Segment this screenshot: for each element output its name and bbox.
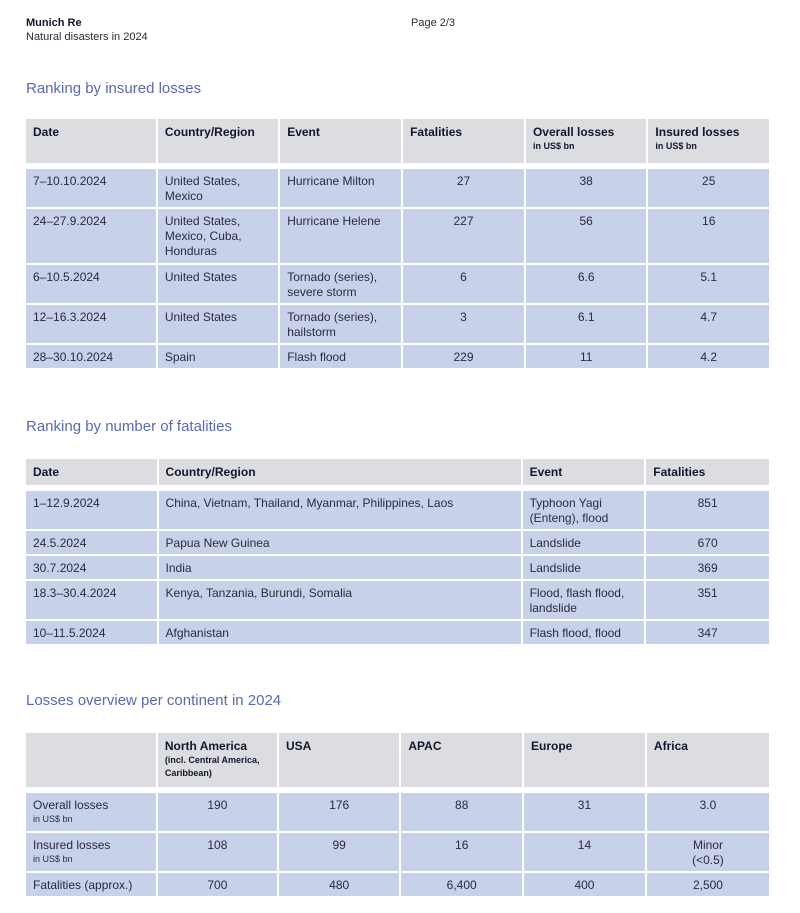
cell-event: Typhoon Yagi (Enteng), flood — [523, 491, 645, 529]
cell-date: 24.5.2024 — [26, 531, 157, 554]
document-subtitle: Natural disasters in 2024 — [26, 31, 148, 43]
cell-date: 30.7.2024 — [26, 556, 157, 579]
cell-insured-losses: 25 — [648, 169, 769, 207]
cell-date: 7–10.10.2024 — [26, 169, 156, 207]
column-header-overall-losses — [526, 119, 646, 163]
cell-insured-losses: 4.2 — [648, 345, 769, 368]
table-row — [26, 169, 769, 207]
cell-event: Hurricane Milton — [280, 169, 401, 207]
table-row — [26, 531, 769, 554]
cell-usa: 176 — [279, 793, 399, 831]
cell-country: United States, Mexico, Cuba, Honduras — [158, 209, 278, 263]
row-unit: in US$ bn — [33, 814, 73, 824]
table-row — [26, 833, 769, 871]
spacer-row — [26, 165, 769, 167]
cell-date: 10–11.5.2024 — [26, 621, 157, 644]
cell-europe: 31 — [524, 793, 645, 831]
cell-apac: 16 — [401, 833, 522, 871]
column-header-country: Country/Region — [159, 459, 521, 485]
column-header-fatalities: Fatalities — [646, 459, 769, 485]
column-header-event: Event — [523, 459, 645, 485]
cell-country: Kenya, Tanzania, Burundi, Somalia — [159, 581, 521, 619]
cell-country: Papua New Guinea — [159, 531, 521, 554]
cell-europe: 400 — [524, 873, 645, 896]
column-label: Fatalities — [410, 125, 463, 139]
cell-insured-losses: 5.1 — [648, 265, 769, 303]
column-header-north-america — [158, 733, 277, 787]
column-header-metric — [26, 733, 156, 787]
table-header-row — [26, 119, 769, 163]
table-row — [26, 265, 769, 303]
cell-event: Tornado (series), hailstorm — [280, 305, 401, 343]
cell-country: United States — [158, 305, 278, 343]
spacer-row — [26, 789, 769, 791]
cell-africa: Minor (<0.5) — [647, 833, 769, 871]
cell-overall-losses: 6.6 — [526, 265, 646, 303]
cell-event: Flash flood — [280, 345, 401, 368]
table-row — [26, 305, 769, 343]
table-row — [26, 581, 769, 619]
cell-event: Flood, flash flood, landslide — [523, 581, 645, 619]
column-label: North America — [164, 739, 248, 753]
row-label: Insured losses — [33, 838, 111, 852]
table-row — [26, 345, 769, 368]
column-header-insured-losses — [648, 119, 769, 163]
column-header-event — [280, 119, 401, 163]
cell-country: United States, Mexico — [158, 169, 278, 207]
column-header-date: Date — [26, 459, 157, 485]
fatalities-ranking-title: Ranking by number of fatalities — [26, 418, 232, 435]
column-header-europe: Europe — [524, 733, 645, 787]
cell-fatalities: 851 — [646, 491, 769, 529]
cell-country: China, Vietnam, Thailand, Myanmar, Philippines, Laos — [159, 491, 521, 529]
cell-country: India — [159, 556, 521, 579]
column-unit: in US$ bn — [532, 141, 575, 151]
row-unit: in US$ bn — [33, 854, 73, 864]
column-header-usa: USA — [279, 733, 399, 787]
spacer-row — [26, 487, 769, 489]
cell-date: 1–12.9.2024 — [26, 491, 157, 529]
cell-country: Afghanistan — [159, 621, 521, 644]
cell-apac: 6,400 — [401, 873, 522, 896]
cell-fatalities: 3 — [403, 305, 524, 343]
column-header-fatalities — [403, 119, 524, 163]
row-label-insured-losses — [26, 833, 156, 871]
column-label: Insured losses — [655, 125, 740, 139]
table-header-row — [26, 459, 769, 485]
table-header-row — [26, 733, 769, 787]
column-unit: in US$ bn — [655, 141, 697, 151]
row-label-fatalities: Fatalities (approx.) — [26, 873, 156, 896]
column-header-apac: APAC — [401, 733, 522, 787]
cell-fatalities: 347 — [646, 621, 769, 644]
cell-overall-losses: 11 — [526, 345, 646, 368]
cell-event: Tornado (series), severe storm — [280, 265, 401, 303]
cell-fatalities: 27 — [403, 169, 524, 207]
column-note: (incl. Central America, Caribbean) — [164, 755, 260, 778]
cell-country: Spain — [158, 345, 278, 368]
insured-ranking-title: Ranking by insured losses — [26, 80, 202, 97]
company-name: Munich Re — [26, 17, 82, 29]
table-row — [26, 556, 769, 579]
cell-event: Flash flood, flood — [523, 621, 645, 644]
cell-fatalities: 227 — [403, 209, 524, 263]
cell-fatalities: 351 — [646, 581, 769, 619]
cell-overall-losses: 56 — [526, 209, 646, 263]
fatalities-ranking-table — [24, 457, 771, 646]
cell-usa: 480 — [279, 873, 399, 896]
page-number: Page 2/3 — [411, 17, 456, 29]
row-label: Overall losses — [33, 798, 109, 812]
continent-overview-title: Losses overview per continent in 2024 — [26, 692, 282, 709]
cell-date: 18.3–30.4.2024 — [26, 581, 157, 619]
cell-north-america: 108 — [158, 833, 277, 871]
spacer — [26, 789, 769, 791]
cell-date: 12–16.3.2024 — [26, 305, 156, 343]
column-label: Event — [287, 125, 320, 139]
cell-date: 28–30.10.2024 — [26, 345, 156, 368]
table-row — [26, 209, 769, 263]
cell-africa: 2,500 — [647, 873, 769, 896]
cell-country: United States — [158, 265, 278, 303]
cell-date: 6–10.5.2024 — [26, 265, 156, 303]
cell-usa: 99 — [279, 833, 399, 871]
cell-fatalities: 229 — [403, 345, 524, 368]
column-header-date — [26, 119, 156, 163]
cell-date: 24–27.9.2024 — [26, 209, 156, 263]
cell-event: Landslide — [523, 531, 645, 554]
cell-insured-losses: 16 — [648, 209, 769, 263]
cell-fatalities: 369 — [646, 556, 769, 579]
table-row — [26, 793, 769, 831]
column-label: Date — [33, 125, 60, 139]
cell-insured-losses: 4.7 — [648, 305, 769, 343]
cell-overall-losses: 38 — [526, 169, 646, 207]
cell-event: Hurricane Helene — [280, 209, 401, 263]
spacer — [26, 165, 769, 167]
continent-overview-table — [24, 731, 771, 898]
column-label: Overall losses — [532, 125, 615, 139]
cell-apac: 88 — [401, 793, 522, 831]
table-row — [26, 621, 769, 644]
column-header-country — [158, 119, 278, 163]
cell-europe: 14 — [524, 833, 645, 871]
cell-north-america: 700 — [158, 873, 277, 896]
cell-fatalities: 6 — [403, 265, 524, 303]
row-label-overall-losses — [26, 793, 156, 831]
cell-fatalities: 670 — [646, 531, 769, 554]
table-row — [26, 491, 769, 529]
cell-north-america: 190 — [158, 793, 277, 831]
cell-africa: 3.0 — [647, 793, 769, 831]
column-label: Country/Region — [164, 125, 255, 139]
insured-ranking-table — [24, 117, 771, 370]
cell-overall-losses: 6.1 — [526, 305, 646, 343]
column-header-africa: Africa — [647, 733, 769, 787]
spacer — [26, 487, 769, 489]
cell-event: Landslide — [523, 556, 645, 579]
header-left — [26, 16, 148, 44]
table-row — [26, 873, 769, 896]
